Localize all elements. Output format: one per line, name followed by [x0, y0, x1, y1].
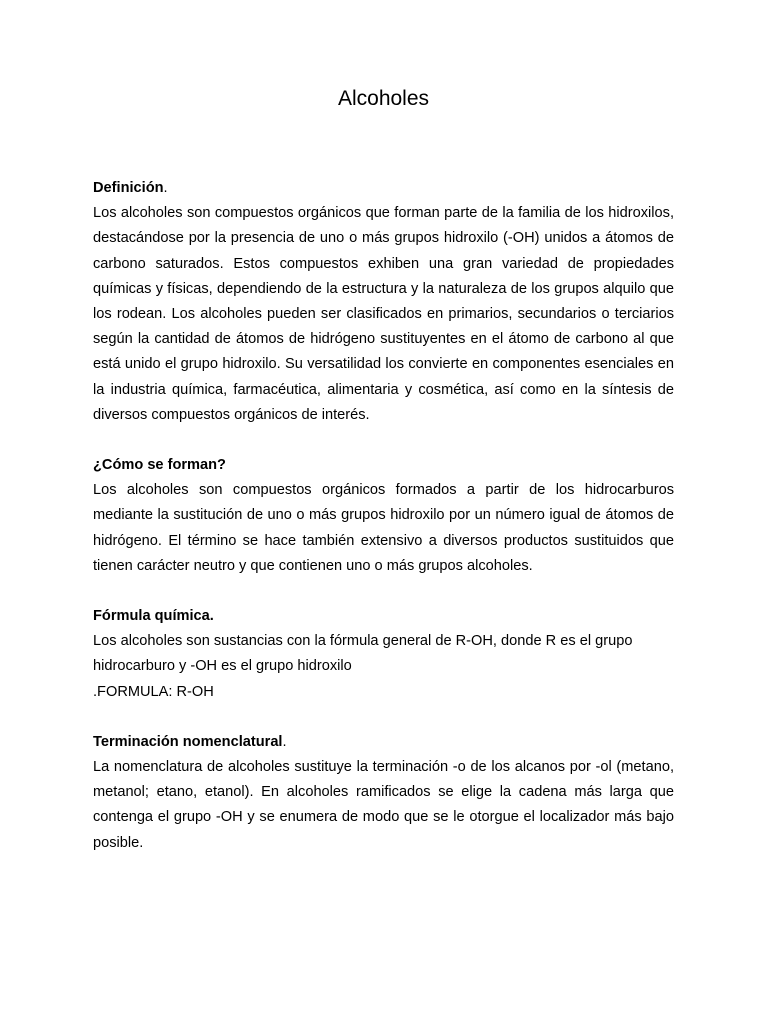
formula-line: .FORMULA: R-OH [93, 683, 214, 700]
section-body: Los alcoholes son compuestos orgánicos formados a partir de los hidrocarburos mediante la sustitución de uno o más grupos hidroxilo por un número igual de átomos de hidrógeno. El término se hace también extensivo a diversos productos sustituidos que tienen carácter neutro y que contienen uno o más grupos alcoholes. [93, 482, 674, 574]
section-heading-text: ¿Cómo se forman? [93, 457, 226, 474]
section-heading [93, 604, 674, 629]
section-como-se-forman [93, 453, 674, 579]
document-title: Alcoholes [337, 87, 430, 110]
section-heading [93, 453, 674, 478]
section-heading-text: Fórmula química. [93, 608, 214, 625]
section-heading-text: Definición [93, 180, 164, 196]
section-definicion [93, 176, 674, 428]
section-heading-text: Terminación nomenclatural [93, 733, 283, 750]
section-heading-suffix: . [163, 180, 168, 196]
section-body: Los alcoholes son sustancias con la fórmula general de R-OH, donde R es el grupo hidrocarburo y -OH es el grupo hidroxilo [93, 633, 633, 675]
section-body: La nomenclatura de alcoholes sustituye la terminación -o de los alcanos por -ol (metano, metanol; etano, etanol). En alcoholes ramificados se elige la cadena más larga que contenga el grupo -OH y se enumera de modo que se le otorgue el localizador más bajo posible. [93, 759, 674, 851]
section-heading-suffix: . [282, 733, 287, 750]
section-body: Los alcoholes son compuestos orgánicos que forman parte de la familia de los hidroxilos, destacándose por la presencia de uno o más grupos hidroxilo (-OH) unidos a átomos de carbono saturados. Estos compuestos exhiben una gran variedad de propiedades químicas y físicas, dependiendo de la estructura y la naturaleza de los grupos alquilo que los rodean. Los alcoholes pueden ser clasificados en primarios, secundarios o terciarios según la cantidad de átomos de hidrógeno sustituyentes en el átomo de carbono al que está unido el grupo hidroxilo. Su versatilidad los convierte en componentes esenciales en la industria química, farmacéutica, alimentaria y cosmética, así como en la síntesis de diversos compuestos orgánicos de interés. [93, 205, 674, 423]
section-heading [93, 176, 674, 201]
section-formula-quimica [93, 604, 674, 705]
section-terminacion-nomenclatural [93, 730, 674, 856]
section-heading [93, 730, 674, 755]
